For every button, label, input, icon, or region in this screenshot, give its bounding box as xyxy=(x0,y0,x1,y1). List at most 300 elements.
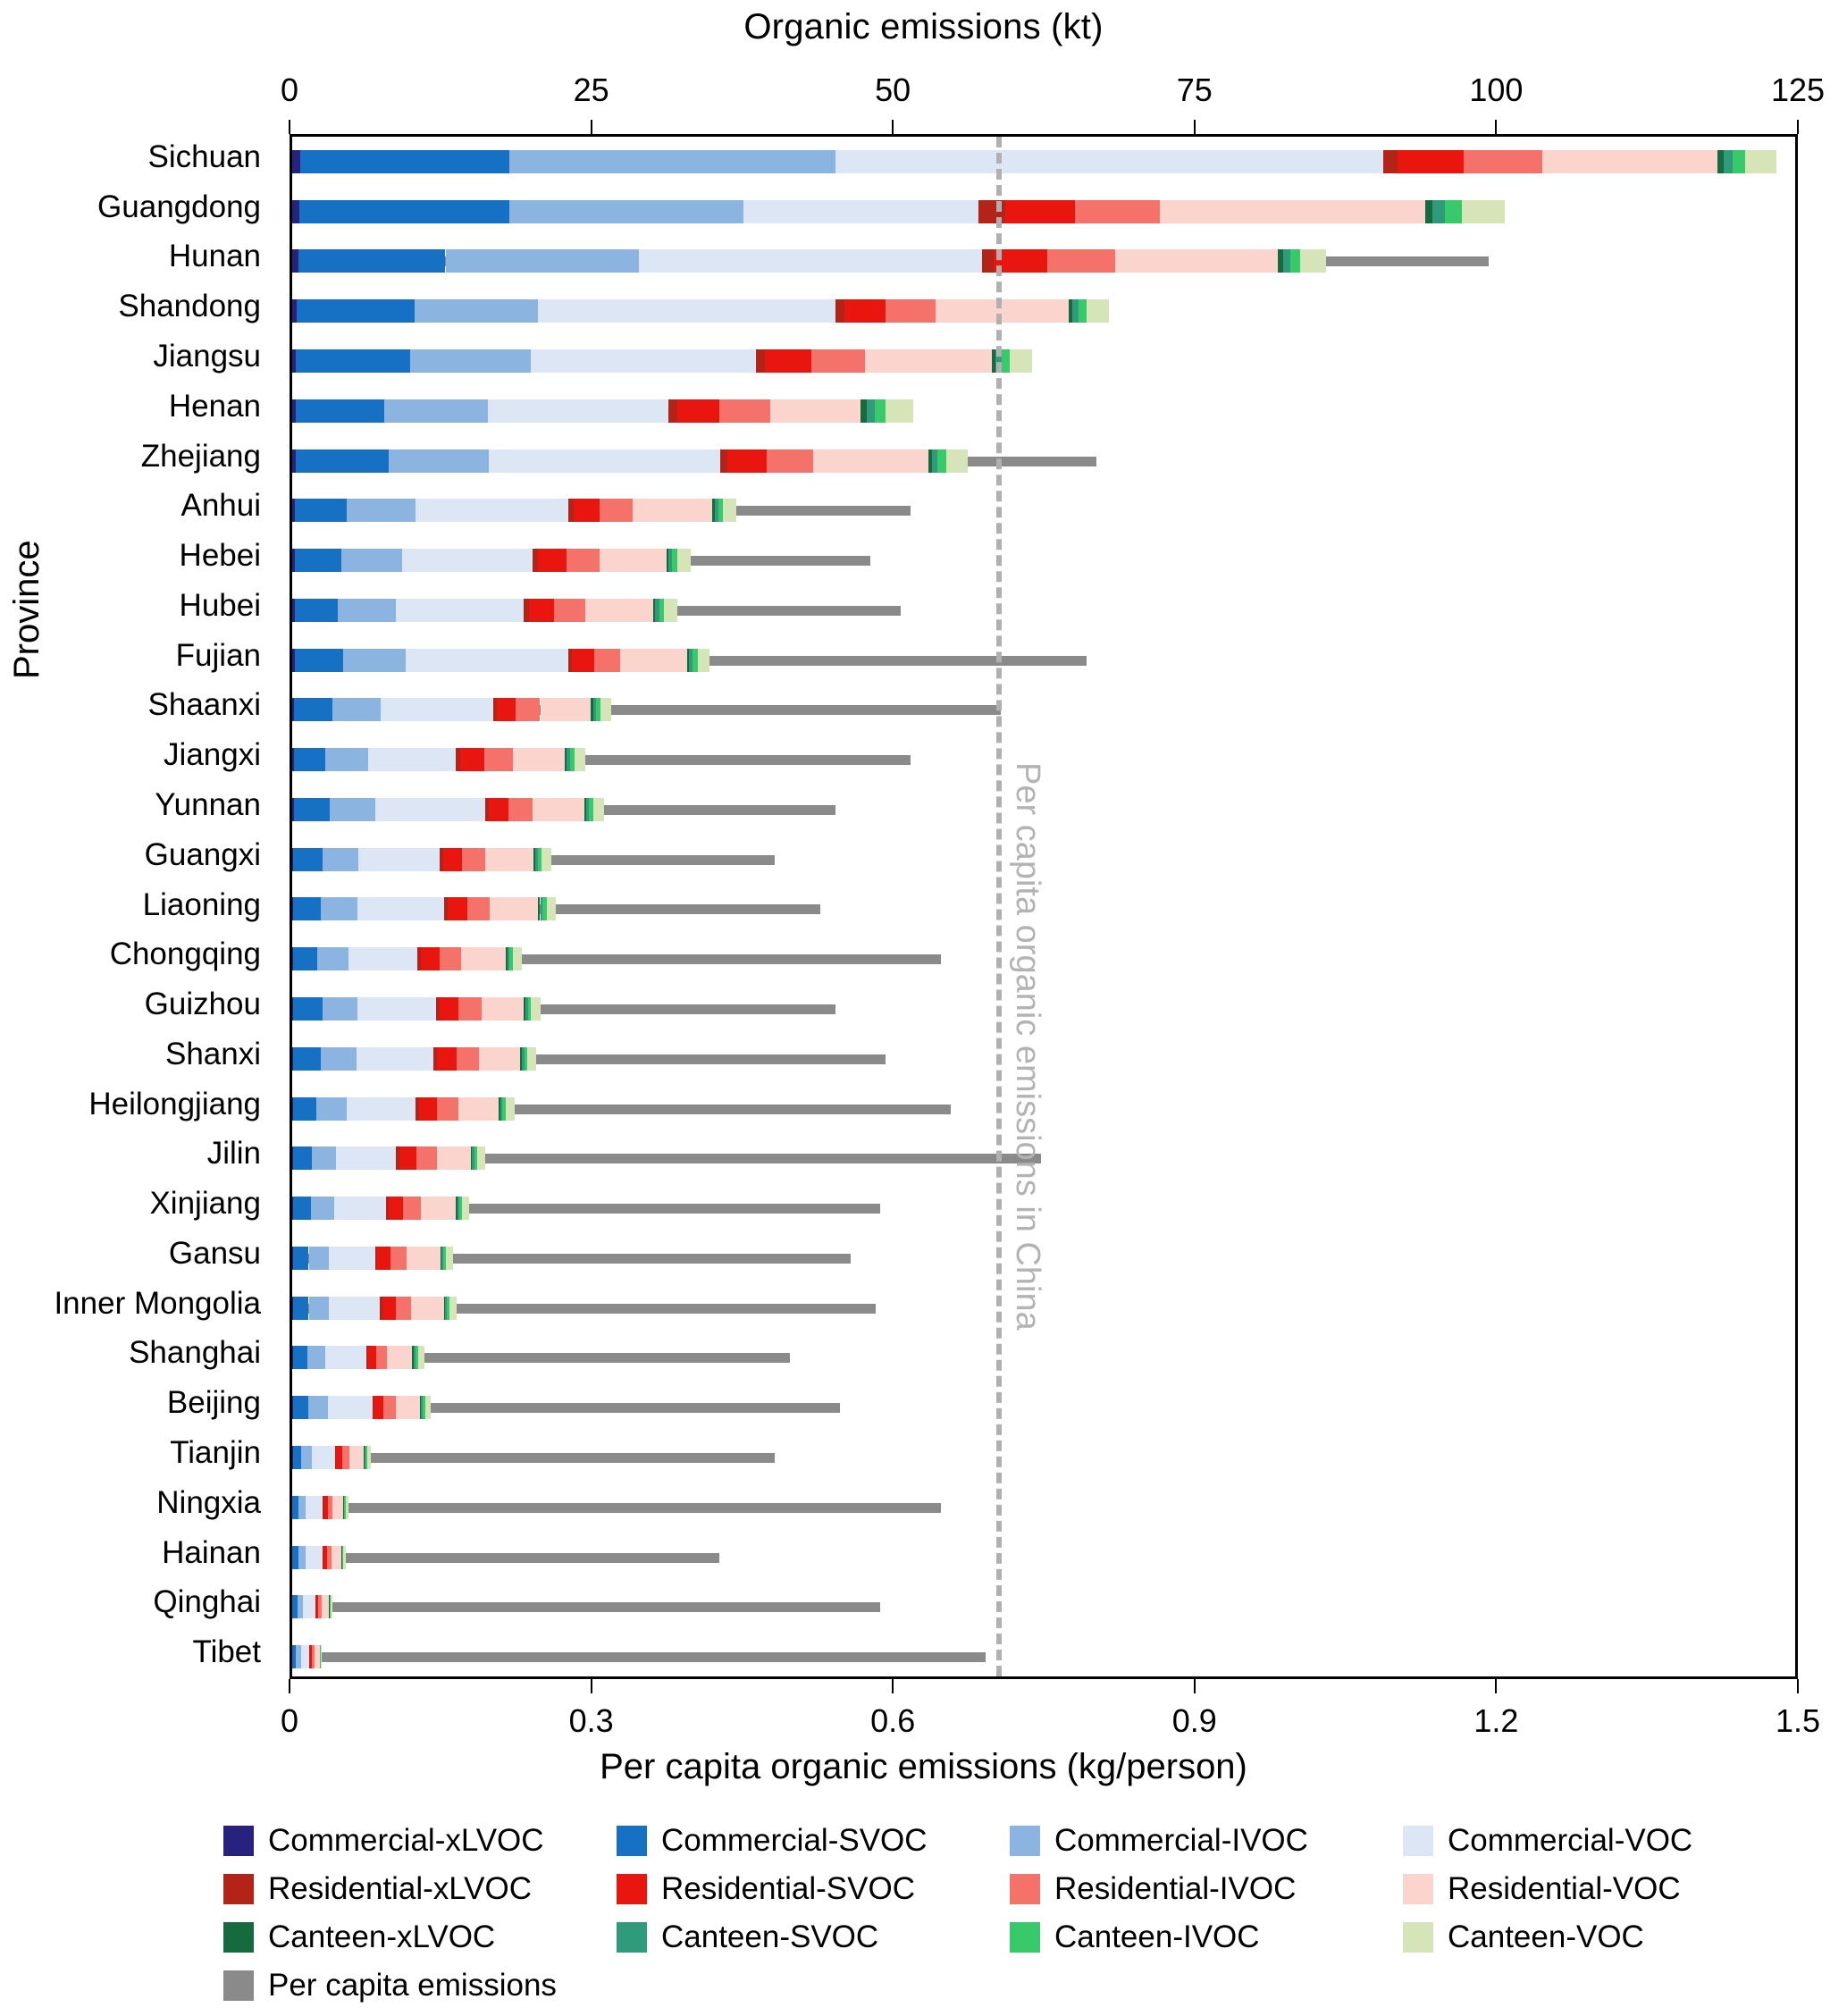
bar-segment xyxy=(293,1247,309,1270)
axis-tick xyxy=(892,120,894,134)
bar-segment xyxy=(384,399,488,423)
bar-segment xyxy=(600,549,666,572)
bar-segment xyxy=(293,1097,316,1121)
bar-segment xyxy=(375,798,485,821)
bar-segment xyxy=(317,947,348,970)
y-tick-label: Tibet xyxy=(192,1634,261,1670)
bar-segment xyxy=(368,748,455,771)
top-tick-label: 75 xyxy=(1176,71,1213,108)
y-tick-label: Chongqing xyxy=(109,937,261,972)
bar-segment xyxy=(382,1297,396,1320)
bar-segment xyxy=(347,499,416,522)
bar-segment xyxy=(462,1197,469,1220)
legend-swatch-icon xyxy=(223,1826,254,1856)
bar-segment xyxy=(415,299,538,323)
legend-item[interactable] xyxy=(617,1871,1010,1907)
reference-dashed-line xyxy=(996,137,1002,1676)
bar-segment xyxy=(294,698,332,721)
axis-tick xyxy=(1495,120,1497,134)
legend-row xyxy=(223,1823,1796,1859)
bar-segment xyxy=(406,649,568,672)
bar-segment xyxy=(329,1297,380,1320)
bar-segment xyxy=(448,897,467,920)
bar-segment xyxy=(295,649,343,672)
bar-segment xyxy=(547,897,557,920)
legend-item[interactable] xyxy=(617,1823,1010,1859)
y-tick-label: Guizhou xyxy=(144,987,261,1022)
bar-segment xyxy=(325,748,369,771)
bar-segment xyxy=(308,1396,328,1419)
bar-segment xyxy=(343,1546,346,1569)
bar-segment xyxy=(497,698,516,721)
bar-segment xyxy=(865,349,992,373)
bar-segment xyxy=(389,449,489,473)
legend-item[interactable] xyxy=(223,1919,617,1955)
bar-segment xyxy=(982,249,993,273)
bar-segment xyxy=(594,649,621,672)
bar-segment xyxy=(402,549,533,572)
y-tick-label: Jilin xyxy=(206,1136,261,1172)
y-tick-label: Shandong xyxy=(118,289,261,324)
legend-label: Residential-VOC xyxy=(1448,1871,1681,1906)
top-tick-label: 50 xyxy=(875,71,911,108)
bar-segment xyxy=(1002,349,1010,373)
bar-segment xyxy=(620,649,686,672)
legend-label: Residential-xLVOC xyxy=(268,1871,533,1906)
bar-segment xyxy=(677,549,691,572)
legend-item[interactable] xyxy=(1403,1919,1796,1955)
bar-segment xyxy=(719,399,770,423)
legend-item[interactable] xyxy=(1010,1919,1403,1955)
bar-segment xyxy=(600,698,611,721)
bar-segment xyxy=(538,299,836,323)
top-axis-title: Organic emissions (kt) xyxy=(743,7,1104,46)
bar-segment xyxy=(443,848,463,871)
bar-segment xyxy=(585,599,653,622)
y-tick-label: Hunan xyxy=(168,239,261,274)
per-capita-bar xyxy=(292,1503,941,1513)
bar-segment xyxy=(698,649,710,672)
legend-item[interactable] xyxy=(223,1871,617,1907)
bar-segment xyxy=(295,599,339,622)
bar-segment xyxy=(639,249,983,273)
legend-label: Canteen-VOC xyxy=(1448,1919,1644,1954)
bar-segment xyxy=(396,599,524,622)
bar-segment xyxy=(312,1446,335,1469)
bar-segment xyxy=(1047,249,1115,273)
bar-segment xyxy=(390,1247,407,1270)
bar-segment xyxy=(467,897,491,920)
bar-segment xyxy=(410,349,531,373)
legend-item[interactable] xyxy=(1403,1823,1796,1859)
bar-segment xyxy=(321,1047,356,1071)
bar-segment xyxy=(765,349,810,373)
bar-segment xyxy=(489,449,720,473)
y-tick-label: Guangxi xyxy=(144,836,261,872)
bar-segment xyxy=(720,449,727,473)
bar-segment xyxy=(457,1047,480,1071)
bar-segment xyxy=(421,947,439,970)
legend-item[interactable] xyxy=(223,1968,617,2003)
bar-segment xyxy=(367,1446,371,1469)
bar-segment xyxy=(416,1147,437,1170)
bar-segment xyxy=(1005,200,1075,223)
bar-segment xyxy=(743,200,978,223)
bar-segment xyxy=(396,1396,420,1419)
bar-segment xyxy=(756,349,766,373)
y-axis-tick-labels xyxy=(0,134,277,1679)
legend-label: Commercial-IVOC xyxy=(1054,1823,1308,1858)
table-row xyxy=(292,685,1795,735)
y-tick-label: Sichuan xyxy=(147,139,261,174)
bar-segment xyxy=(835,299,844,323)
bar-segment xyxy=(348,947,417,970)
table-row xyxy=(292,286,1795,336)
y-tick-label: Hubei xyxy=(179,587,261,623)
bar-segment xyxy=(383,1396,396,1419)
bar-segment xyxy=(311,1197,334,1220)
bar-segment xyxy=(301,1446,312,1469)
axis-tick xyxy=(1797,120,1799,134)
legend-item[interactable] xyxy=(1010,1871,1403,1907)
bar-segment xyxy=(357,897,444,920)
y-tick-label: Anhui xyxy=(181,488,261,524)
bar-segment xyxy=(484,748,513,771)
legend-label: Canteen-SVOC xyxy=(661,1919,879,1954)
legend-label: Residential-IVOC xyxy=(1054,1871,1297,1906)
y-tick-label: Tianjin xyxy=(170,1435,261,1471)
legend-label: Per capita emissions xyxy=(268,1968,557,2003)
legend-label: Residential-SVOC xyxy=(661,1871,915,1906)
legend-swatch-icon xyxy=(223,1970,254,2001)
bar-segment xyxy=(1115,249,1278,273)
legend-item[interactable] xyxy=(223,1823,617,1859)
bar-segment xyxy=(293,1446,301,1469)
bar-segment xyxy=(325,1346,366,1369)
bar-segment xyxy=(332,1496,343,1519)
y-tick-label: Liaoning xyxy=(142,886,261,922)
top-tick-label: 125 xyxy=(1770,71,1826,108)
table-row xyxy=(292,1382,1795,1432)
bar-segment xyxy=(1464,150,1542,173)
bar-segment xyxy=(1010,349,1031,373)
bar-segment xyxy=(334,1197,386,1220)
bar-segment xyxy=(490,897,538,920)
y-tick-label: Ningxia xyxy=(156,1484,261,1520)
axis-tick xyxy=(1797,1679,1799,1693)
bar-segment xyxy=(403,1197,421,1220)
table-row xyxy=(292,1582,1795,1632)
bar-segment xyxy=(332,698,381,721)
bar-segment xyxy=(527,1047,536,1071)
bar-segment xyxy=(306,1496,323,1519)
bar-segment xyxy=(294,798,331,821)
bar-segment xyxy=(437,1047,457,1071)
table-row xyxy=(292,1333,1795,1383)
bar-segment xyxy=(306,1546,323,1569)
legend-label: Canteen-xLVOC xyxy=(268,1919,496,1954)
bar-segment xyxy=(399,1147,416,1170)
bar-segment xyxy=(575,748,585,771)
bar-segment xyxy=(293,1297,309,1320)
y-axis-title: Province xyxy=(7,540,46,679)
bar-segment xyxy=(336,1147,397,1170)
y-tick-label: Yunnan xyxy=(155,786,261,822)
bar-segment xyxy=(292,1546,298,1569)
table-row xyxy=(292,635,1795,685)
bar-segment xyxy=(342,1446,349,1469)
table-row xyxy=(292,1632,1795,1682)
legend-row xyxy=(223,1919,1796,1955)
bar-segment xyxy=(533,798,584,821)
legend-swatch-icon xyxy=(617,1922,647,1953)
bar-segment xyxy=(295,499,347,522)
y-tick-label: Inner Mongolia xyxy=(54,1285,261,1321)
table-row xyxy=(292,436,1795,486)
bar-segment xyxy=(1542,150,1717,173)
bar-segment xyxy=(531,997,540,1021)
bar-segment xyxy=(437,1097,458,1121)
y-tick-label: Gansu xyxy=(168,1235,261,1271)
bar-segment xyxy=(323,848,359,871)
bar-segment xyxy=(479,1047,520,1071)
bar-segment xyxy=(813,449,928,473)
bar-segment xyxy=(336,1446,342,1469)
bar-segment xyxy=(1160,200,1425,223)
legend-row xyxy=(223,1968,1796,2003)
per-capita-bar xyxy=(292,1553,719,1563)
bar-segment xyxy=(300,150,509,173)
legend-label: Commercial-VOC xyxy=(1448,1823,1693,1858)
bar-segment xyxy=(316,1097,347,1121)
bar-segment xyxy=(411,1297,443,1320)
bar-segment xyxy=(1717,150,1724,173)
bar-segment xyxy=(292,1496,298,1519)
axis-tick xyxy=(289,1679,290,1693)
legend-label: Canteen-IVOC xyxy=(1054,1919,1260,1954)
legend-swatch-icon xyxy=(617,1826,647,1856)
table-row xyxy=(292,237,1795,287)
bar-segment xyxy=(293,1197,311,1220)
bar-segment xyxy=(328,1396,373,1419)
y-tick-label: Beijing xyxy=(166,1385,261,1421)
bar-segment xyxy=(309,1247,330,1270)
bar-segment xyxy=(303,1595,315,1618)
bar-segment xyxy=(1075,200,1160,223)
bar-segment xyxy=(1745,150,1776,173)
bar-segment xyxy=(811,349,866,373)
bar-segment xyxy=(296,399,384,423)
bar-segment xyxy=(835,150,1383,173)
bar-segment xyxy=(861,399,867,423)
bar-segment xyxy=(1087,299,1108,323)
bar-segment xyxy=(542,848,551,871)
bar-segment xyxy=(357,1047,433,1071)
bar-segment xyxy=(307,1346,325,1369)
bar-segment xyxy=(770,399,861,423)
bar-segment xyxy=(875,399,886,423)
bar-segment xyxy=(293,897,321,920)
bar-segment xyxy=(1300,249,1327,273)
table-row xyxy=(292,585,1795,635)
bottom-tick-label: 0.3 xyxy=(568,1702,614,1739)
top-tick-label: 25 xyxy=(573,71,609,108)
bar-segment xyxy=(292,150,300,173)
bar-segment xyxy=(440,947,461,970)
y-tick-label: Henan xyxy=(168,388,261,424)
bar-segment xyxy=(477,1147,485,1170)
legend-swatch-icon xyxy=(1010,1826,1040,1856)
bottom-tick-label: 0.9 xyxy=(1171,1702,1217,1739)
bar-segment xyxy=(321,897,357,920)
bar-segment xyxy=(593,798,604,821)
legend-label: Commercial-xLVOC xyxy=(268,1823,544,1858)
bottom-tick-label: 1.5 xyxy=(1775,1702,1821,1739)
bar-segment xyxy=(312,1147,336,1170)
bar-segment xyxy=(329,1247,374,1270)
bar-segment xyxy=(932,449,938,473)
bar-segment xyxy=(293,1396,309,1419)
bar-segment xyxy=(867,399,875,423)
bar-segment xyxy=(347,1097,416,1121)
bar-segment xyxy=(301,1645,309,1668)
bar-segment xyxy=(516,698,540,721)
bar-segment xyxy=(293,848,322,871)
bar-segment xyxy=(937,449,945,473)
bar-segment xyxy=(886,299,936,323)
bar-segment xyxy=(341,549,402,572)
bottom-axis-title: Per capita organic emissions (kg/person) xyxy=(600,1747,1247,1786)
bar-segment xyxy=(1383,150,1398,173)
legend-label: Commercial-SVOC xyxy=(661,1823,928,1858)
bar-segment xyxy=(572,649,593,672)
bar-segment xyxy=(506,1097,515,1121)
bar-segment xyxy=(293,1147,311,1170)
bar-segment xyxy=(368,1346,376,1369)
y-tick-label: Shanxi xyxy=(164,1036,261,1071)
plot-area xyxy=(290,134,1798,1679)
bar-segment xyxy=(482,997,524,1021)
bar-segment xyxy=(338,599,396,622)
legend-row xyxy=(223,1871,1796,1907)
bar-segment xyxy=(294,748,325,771)
bar-segment xyxy=(298,1496,306,1519)
bar-segment xyxy=(293,1346,307,1369)
bar-segment xyxy=(346,1496,348,1519)
bar-segment xyxy=(396,1297,412,1320)
bar-segment xyxy=(567,549,600,572)
bar-segment xyxy=(358,848,439,871)
bar-segment xyxy=(296,349,410,373)
bar-segment xyxy=(460,748,484,771)
bottom-tick-label: 0 xyxy=(280,1702,299,1739)
legend-item[interactable] xyxy=(1010,1823,1403,1859)
y-tick-label: Qinghai xyxy=(153,1584,261,1620)
top-tick-label: 0 xyxy=(280,71,299,108)
bar-segment xyxy=(437,1147,471,1170)
bar-segment xyxy=(677,399,719,423)
bar-segment xyxy=(446,249,639,273)
legend-swatch-icon xyxy=(223,1874,254,1904)
bar-segment xyxy=(767,449,814,473)
legend-swatch-icon xyxy=(223,1922,254,1953)
legend-swatch-icon xyxy=(1403,1874,1433,1904)
y-tick-label: Xinjiang xyxy=(149,1186,261,1222)
table-row xyxy=(292,535,1795,585)
bar-segment xyxy=(574,499,600,522)
table-row xyxy=(292,1533,1795,1583)
y-tick-label: Jiangxi xyxy=(164,737,261,773)
bar-segment xyxy=(296,449,389,473)
y-tick-label: Zhejiang xyxy=(140,438,261,474)
bar-segment xyxy=(488,399,669,423)
bar-segment xyxy=(297,299,415,323)
bar-segment xyxy=(449,1297,457,1320)
bar-segment xyxy=(323,997,357,1021)
bar-segment xyxy=(727,449,766,473)
bar-segment xyxy=(421,1197,456,1220)
bar-segment xyxy=(458,997,482,1021)
axis-tick xyxy=(591,120,592,134)
bar-segment xyxy=(293,997,322,1021)
bottom-tick-label: 0.6 xyxy=(870,1702,916,1739)
bar-segment xyxy=(1079,299,1087,323)
bar-segment xyxy=(293,947,317,970)
bar-segment xyxy=(668,399,676,423)
table-row xyxy=(292,137,1795,187)
bar-segment xyxy=(293,1047,321,1071)
bar-segment xyxy=(298,1546,306,1569)
bar-segment xyxy=(1733,150,1745,173)
bar-segment xyxy=(330,798,375,821)
bar-segment xyxy=(554,599,585,622)
legend-swatch-icon xyxy=(617,1874,647,1904)
bar-segment xyxy=(376,1346,387,1369)
top-tick-label: 100 xyxy=(1469,71,1524,108)
bar-segment xyxy=(1425,200,1432,223)
bar-segment xyxy=(600,499,632,522)
bar-segment xyxy=(844,299,886,323)
table-row xyxy=(292,1483,1795,1533)
legend xyxy=(223,1823,1796,2016)
bar-segment xyxy=(331,1595,332,1618)
per-capita-bar xyxy=(292,1602,880,1612)
legend-swatch-icon xyxy=(1010,1874,1040,1904)
bar-segment xyxy=(1398,150,1464,173)
legend-item[interactable] xyxy=(617,1919,1010,1955)
bar-segment xyxy=(485,848,533,871)
y-tick-label: Fujian xyxy=(175,637,261,673)
bar-segment xyxy=(508,798,533,821)
bottom-tick-label: 1.2 xyxy=(1473,1702,1519,1739)
bar-segment xyxy=(349,1446,364,1469)
legend-item[interactable] xyxy=(1403,1871,1796,1907)
axis-tick xyxy=(1194,120,1196,134)
bar-segment xyxy=(416,499,569,522)
table-row xyxy=(292,485,1795,535)
bar-segment xyxy=(1290,249,1300,273)
bar-segment xyxy=(419,1097,437,1121)
bar-segment xyxy=(1462,200,1506,223)
bar-segment xyxy=(1445,200,1462,223)
legend-swatch-icon xyxy=(1403,1826,1433,1856)
bar-segment xyxy=(723,499,736,522)
bar-segment xyxy=(886,399,913,423)
bar-segment xyxy=(462,848,485,871)
bar-segment xyxy=(292,249,298,273)
bar-segment xyxy=(633,499,712,522)
bar-segment xyxy=(299,200,509,223)
